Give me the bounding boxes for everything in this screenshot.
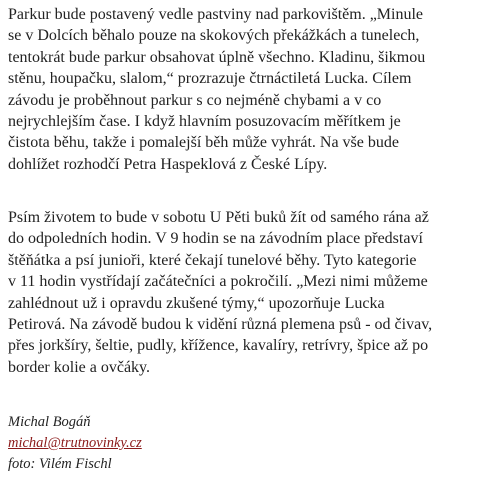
photo-credit: foto: Vilém Fischl [8,456,112,472]
paragraph-line: dohlížet rozhodčí Petra Haspeklová z České Lípy. [8,155,328,173]
paragraph-2 [8,207,432,378]
paragraph-line: stěnu, houpačku, slalom,“ prozrazuje čtrnáctiletá Lucka. Cílem [8,70,412,88]
paragraph-line: do odpoledních hodin. V 9 hodin se na závodním place představí [8,230,423,248]
author-email-link[interactable]: michal@trutnovinky.cz [8,435,142,451]
paragraph-line: Psím životem to bude v sobotu U Pěti buků žít od samého rána až [8,209,429,226]
paragraph-line: štěňátka a psí junioři, které čekají tunelové běhy. Tyto kategorie [8,251,417,269]
paragraph-line: border kolie a ovčáky. [8,358,151,376]
paragraph-line: nejrychlejším čase. I když hlavním posuzovacím měřítkem je [8,113,401,131]
paragraph-line: Petirová. Na závodě budou k vidění různá plemena psů - od čivav, [8,316,433,334]
paragraph-line: zahlédnout už i opravdu zkušené týmy,“ upozorňuje Lucka [8,294,385,312]
paragraph-line: čistota běhu, takže i pomalejší běh může vyhrát. Na vše bude [8,134,399,152]
paragraph-1 [8,4,425,175]
byline [8,412,142,475]
author-name: Michal Bogáň [8,414,91,430]
paragraph-line: závodu je proběhnout parkur s co nejméně chybami a v co [8,91,382,109]
paragraph-line: v 11 hodin vystřídají začátečníci a pokročilí. „Mezi nimi můžeme [8,273,428,291]
paragraph-line: Parkur bude postavený vedle pastviny nad parkovištěm. „Minule [8,6,424,23]
paragraph-line: se v Dolcích běhalo pouze na skokových překážkách a tunelech, [8,27,420,45]
paragraph-line: přes jorkšíry, šeltie, pudly, křížence, kavalíry, retrívry, špice až po [8,337,429,355]
paragraph-line: tentokrát bude parkur obsahovat úplně všechno. Kladinu, šikmou [8,48,426,66]
